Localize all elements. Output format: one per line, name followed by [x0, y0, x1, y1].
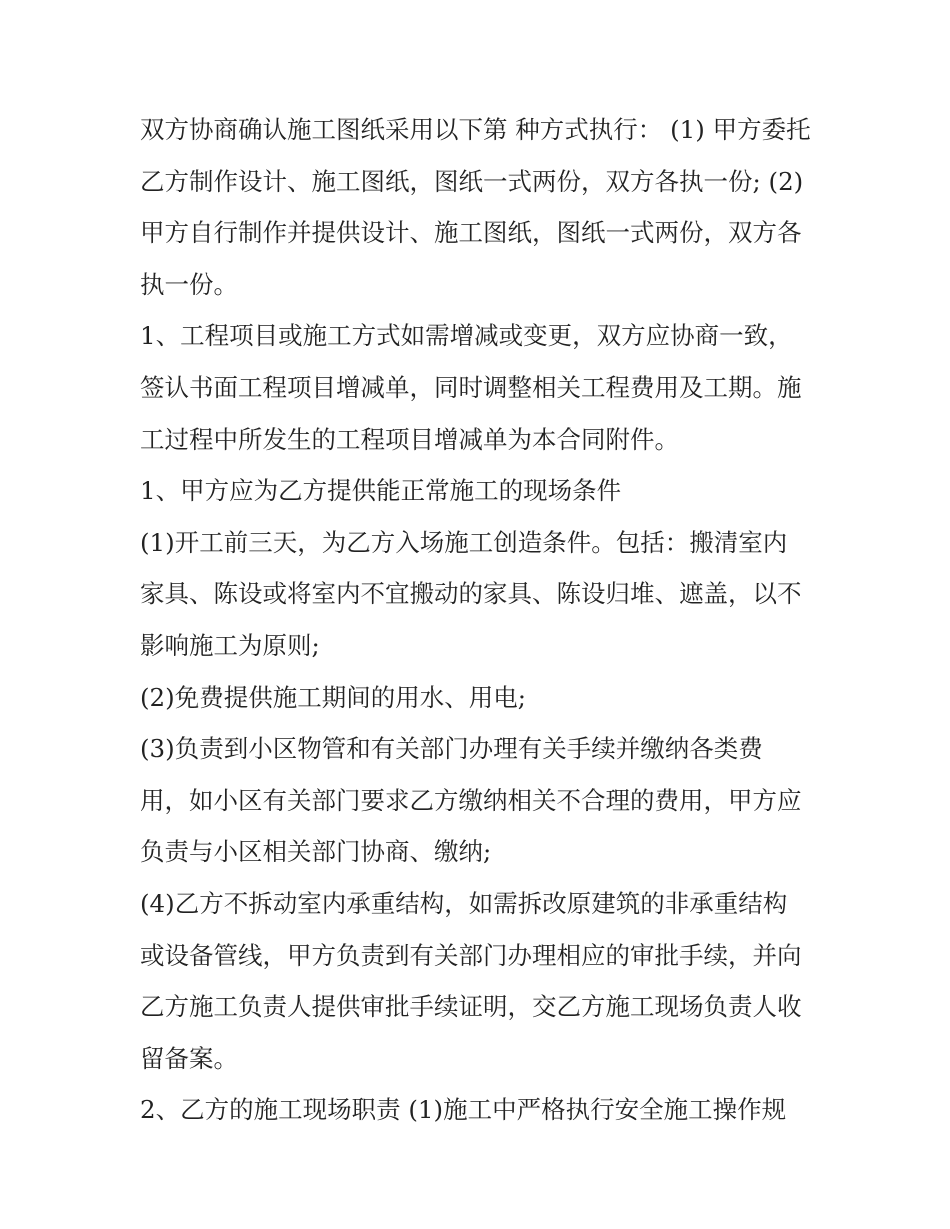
- text-line: (3)负责到小区物管和有关部门办理有关手续并缴纳各类费: [140, 734, 763, 764]
- text-line: 留备案。: [140, 1043, 238, 1073]
- text-line: 1、工程项目或施工方式如需增减或变更，双方应协商一致，: [140, 321, 793, 351]
- document-body: [140, 104, 820, 1136]
- text-line: 双方协商确认施工图纸采用以下第 种方式执行： (1) 甲方委托: [140, 115, 811, 144]
- text-line: (2)免费提供施工期间的用水、用电;: [140, 682, 526, 712]
- text-line: 负责与小区相关部门协商、缴纳;: [140, 837, 492, 867]
- text-line: 执一份。: [140, 269, 238, 299]
- text-line: 影响施工为原则;: [140, 630, 320, 660]
- text-line: 或设备管线，甲方负责到有关部门办理相应的审批手续，并向: [140, 940, 802, 970]
- text-line: 乙方制作设计、施工图纸，图纸一式两份，双方各执一份; (2): [140, 166, 804, 196]
- text-line: 甲方自行制作并提供设计、施工图纸，图纸一式两份，双方各: [140, 218, 802, 248]
- text-line: 签认书面工程项目增减单，同时调整相关工程费用及工期。施: [140, 372, 802, 402]
- text-line: 工过程中所发生的工程项目增减单为本合同附件。: [140, 424, 679, 454]
- text-line: 乙方施工负责人提供审批手续证明，交乙方施工现场负责人收: [140, 992, 802, 1022]
- text-line: 2、乙方的施工现场职责 (1)施工中严格执行安全施工操作规: [140, 1095, 787, 1125]
- text-line: 用，如小区有关部门要求乙方缴纳相关不合理的费用，甲方应: [140, 785, 802, 815]
- text-line: 1、甲方应为乙方提供能正常施工的现场条件: [140, 476, 622, 506]
- text-line: 家具、陈设或将室内不宜搬动的家具、陈设归堆、遮盖，以不: [140, 579, 802, 609]
- text-line: (4)乙方不拆动室内承重结构，如需拆改原建筑的非承重结构: [140, 888, 788, 918]
- text-line: (1)开工前三天，为乙方入场施工创造条件。包括：搬清室内: [140, 527, 788, 557]
